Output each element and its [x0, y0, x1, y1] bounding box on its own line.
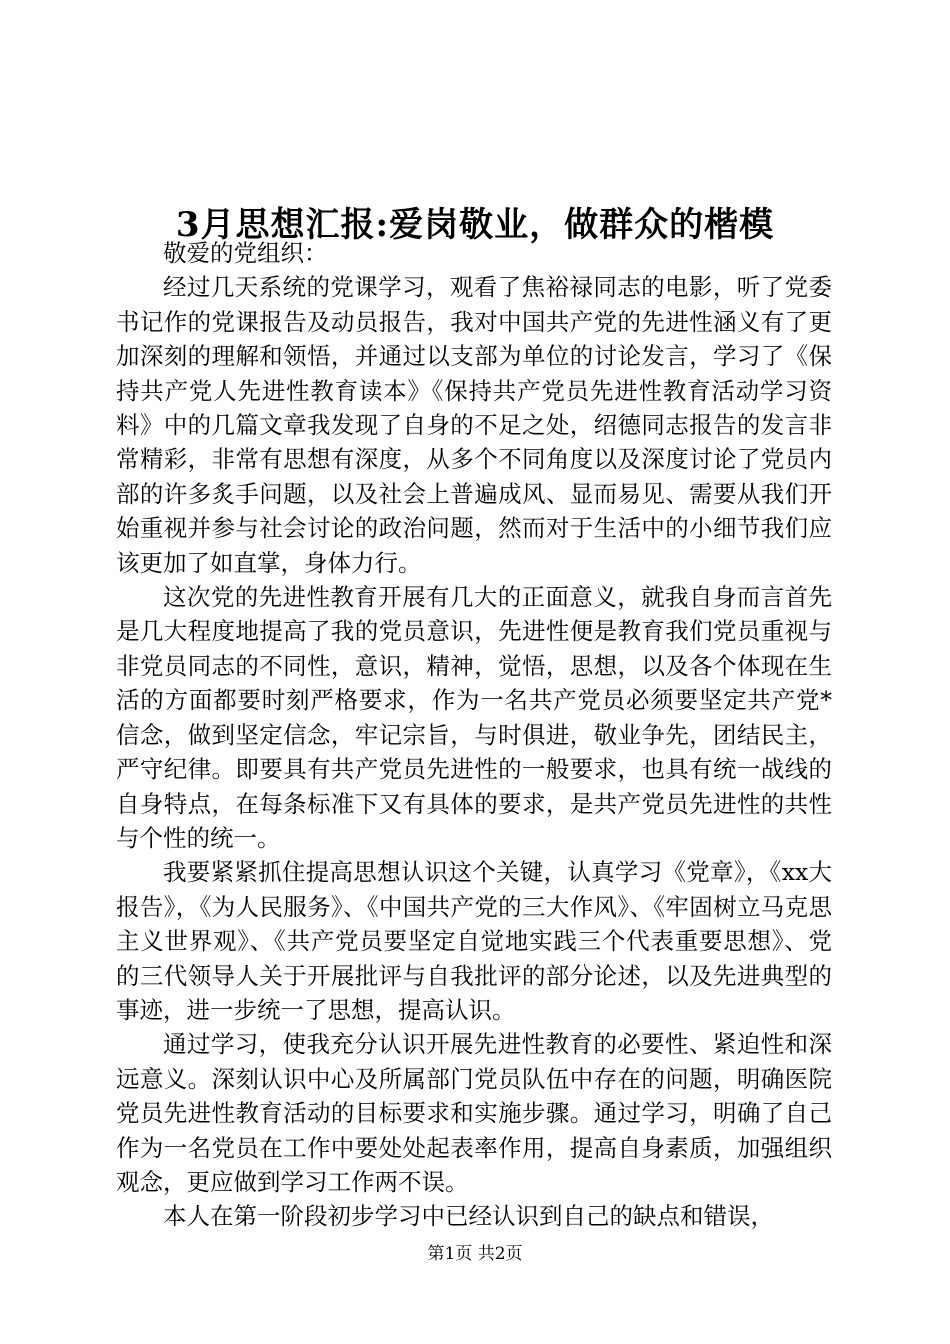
paragraph: 本人在第一阶段初步学习中已经认识到自己的缺点和错误，: [163, 1202, 774, 1231]
paragraph: 这次党的先进性教育开展有几大的正面意义，就我自身而言首先是几大程度地提高了我的党员意识，先进性便是教育我们党员重视与非党员同志的不同性，意识，精神，觉悟，思想，以及各个体现在生活的方面都要时刻严格要求，作为一名共产党员必须要坚定共产党*信念，做到坚定信念，牢记宗旨，与时俱进，敬业争先，团结民主，严守纪律。即要具有共产党员先进性的一般要求，也具有统一战线的自身特点，在每条标准下又有具体的要求，是共产党员先进性的共性与个性的统一。: [116, 583, 832, 852]
salutation: 敬爱的党组织：: [163, 239, 328, 267]
paragraph: 通过学习，使我充分认识开展先进性教育的必要性、紧迫性和深远意义。深刻认识中心及所属部门党员队伍中存在的问题，明确医院党员先进性教育活动的目标要求和实施步骤。通过学习，明确了自己作为一名党员在工作中要处处起表率作用，提高自身素质，加强组织观念，更应做到学习工作两不误。: [116, 1030, 832, 1196]
paragraph: 经过几天系统的党课学习，观看了焦裕禄同志的电影，听了党委书记作的党课报告及动员报告，我对中国共产党的先进性涵义有了更加深刻的理解和领悟，并通过以支部为单位的讨论发言，学习了《保持共产党人先进性教育读本》《保持共产党员先进性教育活动学习资料》中的几篇文章我发现了自身的不足之处，绍德同志报告的发言非常精彩，非常有思想有深度，从多个不同角度以及深度讨论了党员内部的许多炙手问题，以及社会上普遍成风、显而易见、需要从我们开始重视并参与社会讨论的政治问题，然而对于生活中的小细节我们应该更加了如直掌，身体力行。: [116, 273, 832, 577]
page-footer: 第1页 共2页: [427, 1244, 523, 1264]
document-body: [116, 236, 832, 1234]
paragraph: 我要紧紧抓住提高思想认识这个关键，认真学习《党章》，《xx大报告》，《为人民服务》、《中国共产党的三大作风》、《牢固树立马克思主义世界观》、《共产党员要坚定自觉地实践三个代表重要思想》、党的三代领导人关于开展批评与自我批评的部分论述，以及先进典型的事迹，进一步统一了思想，提高认识。: [116, 858, 832, 1024]
document-title: 3月思想汇报:爱岗敬业，做群众的楷模: [175, 204, 775, 245]
